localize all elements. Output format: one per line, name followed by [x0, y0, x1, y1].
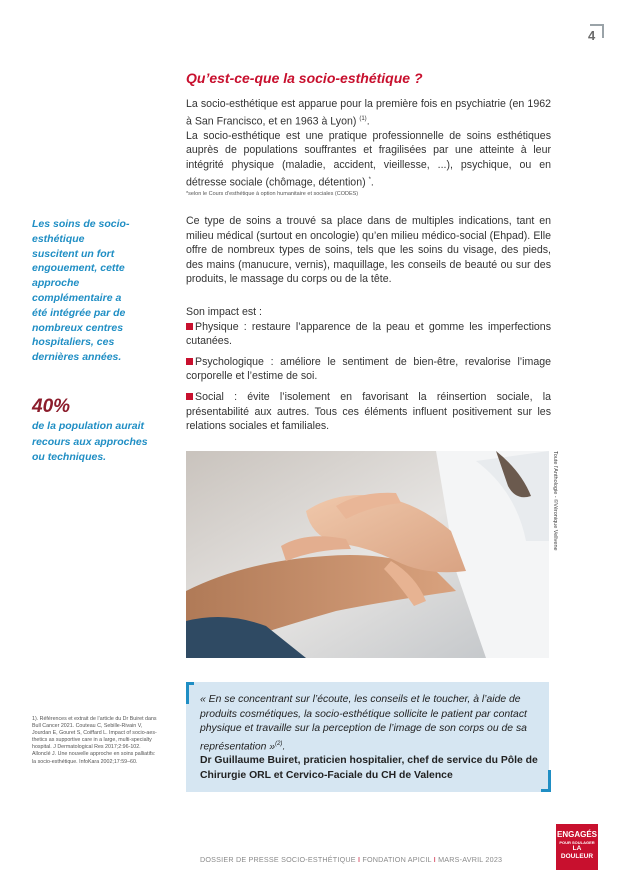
- red-square-bullet-icon: [186, 393, 193, 400]
- quote-text: « En se concentrant sur l’écoute, les conseils et le toucher, à l’aide de produits cosmétiques, la socio-esthétique sollicite le patient par contact physique et travaille sur la perception de l’image de son corps ou de sa représentation »$^{(2)}$.: [200, 694, 527, 752]
- photo-credit: Toute l'Anthologie - ©Véronique Vellvene: [552, 451, 558, 551]
- engages-logo: ENGAGÉS POUR SOULAGER LA DOULEUR: [556, 824, 598, 870]
- stat-value: 40%: [32, 396, 71, 417]
- sidebar-pull-quote: Les soins de socio-esthétique suscitent un fort engouement, cette approche complémentaire a été intégrée par de nombreux centres hospitaliers, ces dernières années.: [32, 218, 130, 364]
- quote-corner-bottom-right: [541, 770, 551, 792]
- impact-item-physique: Physique : restaure l’apparence de la peau et gomme les imperfections cutanées.: [186, 320, 551, 348]
- stat-label: de la population aurait recours aux approches ou techniques.: [32, 420, 148, 463]
- impact-item-psychologique: Psychologique : améliore le sentiment de bien-être, revalorise l’image corporelle et l’estime de soi.: [186, 355, 551, 383]
- impact-heading: Son impact est :: [186, 306, 262, 318]
- indications-paragraph: Ce type de soins a trouvé sa place dans de multiples indications, tant en milieu médical (surtout en oncologie) qu’en milieu médico-social (Ehpad). Elle offre de nombreux types de soins, tels que les soins du visage, des pieds, des mains (manucure, vernis), maquillage, les conseils de beauté ou sur des produits, le massage du corps ou de la tête.: [186, 215, 551, 286]
- references-footnote: 1). Références et extrait de l’article du Dr Buiret dans Bull Cancer 2021. Couteau C, Sebille-Rivain V, Jourdan E, Gouret S, Coiffard L. Impact of socio-aes- thetics as supportive care in a large, multi-specialty hospital. J Dermatological Res 2017;2:96-102. Allonclé J. Une nouvelle approche en soins palliatifs: la socio-esthétique. InfoKara 2002;17:59–60.: [32, 716, 157, 765]
- page-number: 4: [588, 28, 596, 43]
- quote-author: Dr Guillaume Buiret, praticien hospitalier, chef de service du Pôle de Chirurgie ORL et Cervico-Faciale du CH de Valence: [200, 755, 538, 781]
- page-footer: DOSSIER DE PRESSE SOCIO-ESTHÉTIQUE I FONDATION APICIL I MARS-AVRIL 2023: [200, 855, 503, 864]
- impact-block: [186, 305, 551, 440]
- intro-paragraph-1: La socio-esthétique est apparue pour la première fois en psychiatrie (en 1962 à San Francisco, et en 1963 à Lyon) $^{(1)}$.: [186, 98, 551, 128]
- impact-item-social: Social : évite l’isolement en favorisant la réinsertion sociale, la présentabilité aux autres. Tous ces éléments influent positivement sur les relations sociales et familiales.: [186, 390, 551, 433]
- intro-block: [186, 97, 551, 190]
- section-title: Qu’est-ce-que la socio-esthétique ?: [186, 70, 423, 86]
- intro-paragraph-2: La socio-esthétique est une pratique professionnelle de soins esthétiques auprès de populations souffrantes et fragilisées par une atteinte à leur intégrité physique (maladie, accident, vieillesse, ...), psychique, ou en détresse sociale (chômage, détention) *.: [186, 129, 551, 189]
- intro-footnote: *selon le Cours d’esthétique à option humanitaire et sociales (CODES): [186, 191, 359, 197]
- red-square-bullet-icon: [186, 358, 193, 365]
- red-square-bullet-icon: [186, 323, 193, 330]
- quote-corner-top-left: [186, 682, 194, 704]
- hands-massage-photo: [186, 451, 549, 658]
